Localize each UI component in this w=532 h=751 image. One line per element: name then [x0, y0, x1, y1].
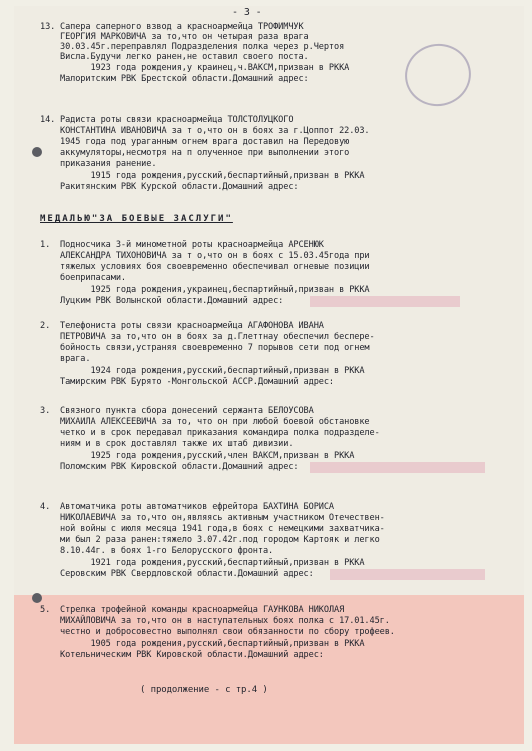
entry-number: 1. [40, 240, 51, 250]
page-number: - 3 - [232, 7, 262, 18]
punch-hole [32, 147, 42, 157]
entry-line: приказания ранение. [60, 159, 157, 169]
entry-line: Радиста роты связи красноармейца ТОЛСТОЛУЦКОГО [60, 115, 294, 125]
entry-line: Серовским РВК Свердловской области.Домашний адрес: [60, 569, 314, 579]
entry-line: Сапера саперного взвод а красноармейца ТРОФИМЧУК [60, 22, 304, 32]
entry-line: Луцким РВК Волынской области.Домашний адрес: [60, 296, 284, 306]
medal-heading: МЕДАЛЬЮ"ЗА БОЕВЫЕ ЗАСЛУГИ" [40, 214, 233, 224]
entry-line: боеприпасами. [60, 273, 126, 283]
entry-line: 1905 года рождения,русский,беспартийный,призван в РККА [60, 639, 365, 649]
entry-line: Телефониста роты связи красноармейца АГАФОНОВА ИВАНА [60, 321, 324, 331]
entry-line: НИКОЛАЕВИЧА за то,что он,являясь активным участником Отечествен- [60, 513, 385, 523]
entry-line: Ракитянским РВК Курской области.Домашний адрес: [60, 182, 299, 192]
entry-line: МИХАИЛА АЛЕКСЕЕВИЧА за то, что он при любой боевой обстановке [60, 417, 370, 427]
entry-line: ной войны с июля месяца 1941 года,в боях с немецкими захватчика- [60, 524, 385, 534]
entry-line: Поломским РВК Кировской области.Домашний адрес: [60, 462, 299, 472]
entry-number: 2. [40, 321, 51, 331]
entry-line: аккумуляторы,несмотря на п олученное при выполнении этого [60, 148, 350, 158]
entry-line: МИХАЙЛОВИЧА за то,что он в наступательных боях полка с 17.01.45г. [60, 616, 390, 626]
entry-line: Висла.Будучи легко ранен,не оставил своего поста. [60, 52, 309, 62]
entry-number: 14. [40, 115, 56, 125]
redaction [310, 296, 460, 307]
entry-line: Малоритским РВК Брестской области.Домашний адрес: [60, 74, 309, 84]
entry-line: бойность связи,устраняя своевременно 7 порывов сети под огнем [60, 343, 370, 353]
entry-line: АЛЕКСАНДРА ТИХОНОВИЧА за т о,что он в боях с 15.03.45года при [60, 251, 370, 261]
redaction [330, 569, 485, 580]
entry-number: 4. [40, 502, 51, 512]
entry-line: честно и добросовестно выполнял свои обязанности по сбору трофеев. [60, 627, 395, 637]
entry-number: 13. [40, 22, 56, 32]
entry-line: ГЕОРГИЯ МАРКОВИЧА за то,что он четырая раза врага [60, 32, 309, 42]
entry-line: ниям и в срок доставлял также их штаб дивизии. [60, 439, 294, 449]
entry-line: Стрелка трофейной команды красноармейца ГАУНКОВА НИКОЛАЯ [60, 605, 345, 615]
entry-line: 8.10.44г. в боях 1-го Белорусского фронта. [60, 546, 274, 556]
entry-line: ми был 2 раза ранен:тяжело 3.07.42г.под городом Картояк и легко [60, 535, 380, 545]
entry-line: 1925 года рождения,русский,член ВАКСМ,призван в РККА [60, 451, 355, 461]
entry-line: Связного пункта сбора донесений сержанта БЕЛОУСОВА [60, 406, 314, 416]
entry-line: 1945 года под ураганным огнем врага доставил на Передовую [60, 137, 350, 147]
entry-line: 1924 года рождения,русский,беспартийный,призван в РККА [60, 366, 365, 376]
entry-line: 1925 года рождения,украинец,беспартийный,призван в РККА [60, 285, 370, 295]
entry-number: 3. [40, 406, 51, 416]
entry-line: четко и в срок передавал приказания командира полка подразделе- [60, 428, 380, 438]
entry-number: 5. [40, 605, 51, 615]
entry-line: Котельническим РВК Кировской области.Домашний адрес: [60, 650, 324, 660]
entry-line: Автоматчика роты автоматчиков ефрейтора БАХТИНА БОРИСА [60, 502, 334, 512]
entry-line: 1921 года рождения,русский,беспартийный,призван в РККА [60, 558, 365, 568]
entry-line: Тамирским РВК Бурято -Монгольской АССР.Домашний адрес: [60, 377, 334, 387]
entry-line: КОНСТАНТИНА ИВАНОВИЧА за т о,что он в боях за г.Цоппот 22.03. [60, 126, 370, 136]
entry-line: ПЕТРОВИЧА за то,что он в боях за д.Глеттнау обеспечил беспере- [60, 332, 375, 342]
entry-line: 1915 года рождения,русский,беспартийный,призван в РККА [60, 171, 365, 181]
entry-line: Подносчика 3-й минометной роты красноармейца АРСЕНЮК [60, 240, 324, 250]
entry-line: 30.03.45г.переправлял Подразделения полка через р.Чертоя [60, 42, 345, 52]
entry-line: врага. [60, 354, 91, 364]
entry-line: тяжелых условиях боя своевременно обеспечивал огневые позиции [60, 262, 370, 272]
redaction [310, 462, 485, 473]
entry-line: 1923 года рождения,у краинец,ч.ВАКСМ,призван в РККА [60, 63, 350, 73]
punch-hole [32, 593, 42, 603]
continuation-note: ( продолжение - с тр.4 ) [140, 685, 268, 695]
